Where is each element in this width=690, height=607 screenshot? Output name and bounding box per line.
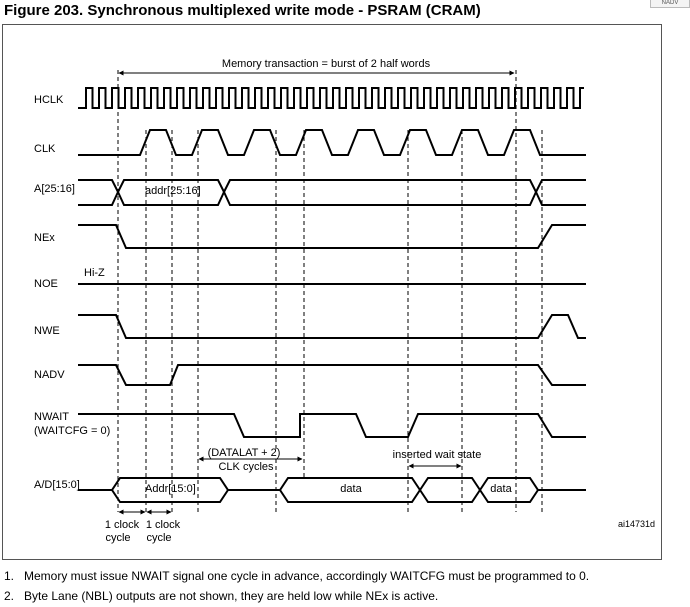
signal-name-nadv: NADV [34, 369, 65, 381]
footnote-1 [4, 566, 589, 586]
figure-title: Figure 203. Synchronous multiplexed write mode - PSRAM (CRAM) [4, 2, 481, 19]
one-clock-label-2: 1 clock [145, 519, 181, 531]
footnote-2-number: 2. [4, 589, 15, 603]
footnote-2 [4, 586, 589, 606]
corner-tag: NADV [650, 0, 690, 8]
signal-name-addr-hi: A[25:16] [34, 183, 75, 195]
clk-waveform [78, 130, 586, 155]
inserted-wait-span [393, 449, 482, 466]
signal-name-noe: NOE [34, 278, 58, 290]
hclk-waveform [78, 88, 584, 108]
one-clock-label-1: 1 clock [104, 519, 140, 531]
memory-transaction-span [119, 56, 514, 73]
footnote-1-number: 1. [4, 569, 15, 583]
addr-hi-value: addr[25:16] [145, 185, 201, 197]
transaction-label: Memory transaction = burst of 2 half words [221, 58, 431, 70]
footnote-1-text: Memory must issue NWAIT signal one cycle in advance, accordingly WAITCFG must be programmed to 0. [24, 569, 590, 583]
cycle-label-1: cycle [105, 532, 131, 544]
nwe-waveform [78, 315, 586, 338]
nwait-waveform [78, 414, 586, 437]
data-value-1: data [340, 483, 362, 495]
figure-id: ai14731d [618, 519, 656, 529]
datalat-cycles-label: CLK cycles [218, 461, 274, 473]
signal-name-clk: CLK [34, 143, 56, 155]
hi-z-label: Hi-Z [84, 267, 105, 279]
datalat-span [199, 447, 302, 473]
signal-name-waitcfg: (WAITCFG = 0) [34, 425, 111, 437]
footnote-2-text: Byte Lane (NBL) outputs are not shown, they are held low while NEx is active. [24, 589, 439, 603]
datalat-label: (DATALAT + 2) [207, 447, 281, 459]
signal-name-nwe: NWE [34, 325, 60, 337]
nadv-waveform [78, 365, 586, 385]
signal-name-nwait: NWAIT [34, 411, 70, 423]
clock-cycle-spans [105, 512, 181, 544]
addr-lo-value: Addr[15:0] [145, 483, 196, 495]
data-value-2: data [490, 483, 512, 495]
inserted-wait-label: inserted wait state [392, 449, 482, 461]
signal-name-nex: NEx [34, 232, 55, 244]
signal-name-hclk: HCLK [34, 94, 64, 106]
cycle-label-2: cycle [146, 532, 172, 544]
signal-name-ad: A/D[15:0] [34, 479, 80, 491]
reference-lines [118, 70, 542, 512]
footnotes [4, 566, 589, 606]
nex-waveform [78, 225, 586, 248]
